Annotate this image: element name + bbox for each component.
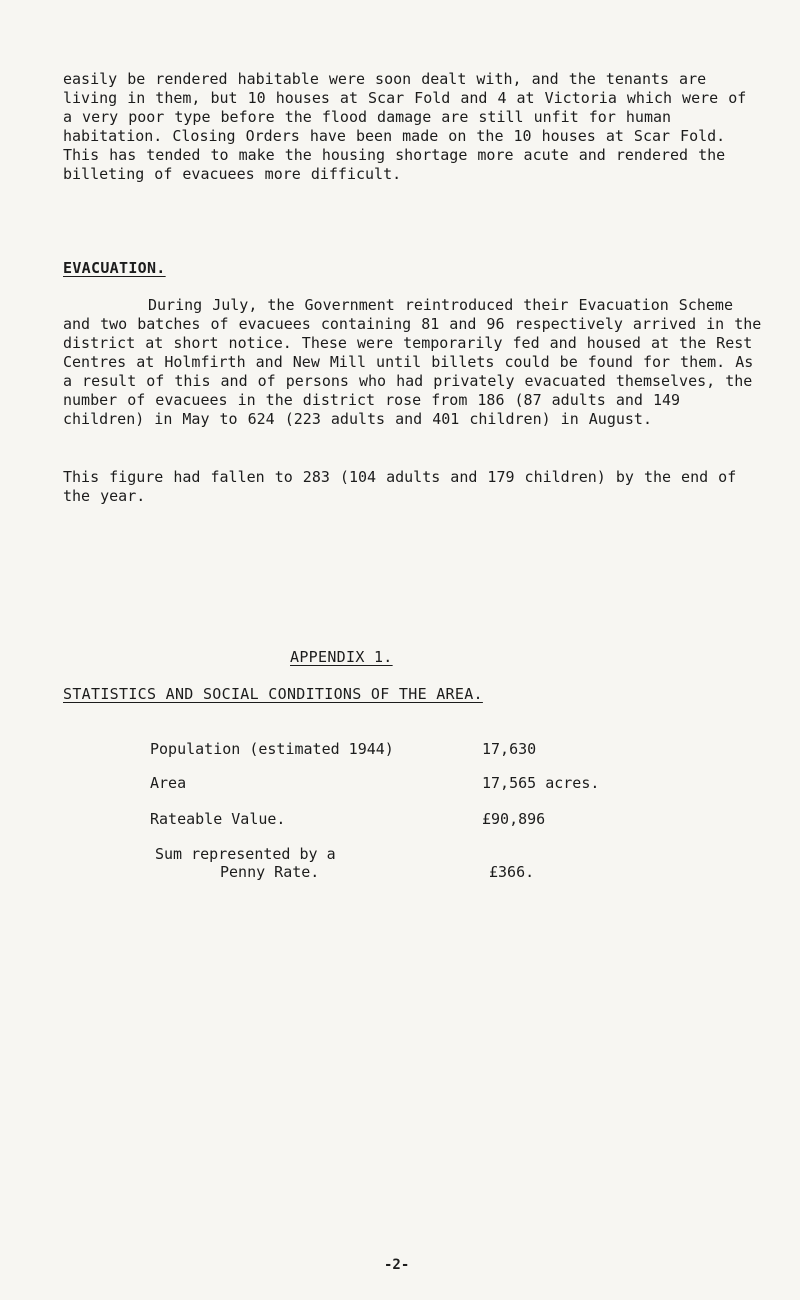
stat-value: £366. [489, 863, 535, 881]
stat-row-population [150, 740, 710, 760]
evacuation-paragraph: During July, the Government reintroduced their Evacuation Scheme and two batches of evacuees containing 81 and 96 respectively arrived in the district at short notice. These were temporarily fed and housed at the Rest Centres at Holmfirth and New Mill until billets could be found for them. As a result of this and of persons who had privately evacuated themselves, the number of evacuees in the district rose from 186 (87 adults and 149 children) in May to 624 (223 adults and 401 children) in August. [63, 296, 762, 428]
stat-row-penny-rate-label [150, 845, 710, 865]
stat-value: 17,565 acres. [482, 774, 600, 792]
stat-value: 17,630 [482, 740, 537, 758]
stat-row-rateable-value [150, 810, 710, 830]
statistics-heading: STATISTICS AND SOCIAL CONDITIONS OF THE AREA. [63, 685, 483, 703]
stat-label: Penny Rate. [220, 863, 320, 881]
stat-row-area [150, 774, 710, 794]
evacuation-heading: EVACUATION. [63, 259, 166, 277]
stat-row-penny-rate [150, 863, 710, 883]
appendix-heading: APPENDIX 1. [290, 648, 393, 666]
stat-label: Area [150, 774, 187, 792]
evacuation-end-paragraph: This figure had fallen to 283 (104 adults and 179 children) by the end of the year. [63, 468, 737, 505]
stat-label: Rateable Value. [150, 810, 286, 828]
intro-paragraph: easily be rendered habitable were soon dealt with, and the tenants are living in them, but 10 houses at Scar Fold and 4 at Victoria which were of a very poor type before the flood damage are still unfit for human habitation. Closing Orders have been made on the 10 houses at Scar Fold. This has tended to make the housing shortage more acute and rendered the billeting of evacuees more difficult. [63, 70, 747, 183]
stat-label: Population (estimated 1944) [150, 740, 394, 758]
stat-value: £90,896 [482, 810, 546, 828]
stat-label: Sum represented by a [155, 845, 336, 863]
page-number: -2- [384, 1257, 410, 1273]
